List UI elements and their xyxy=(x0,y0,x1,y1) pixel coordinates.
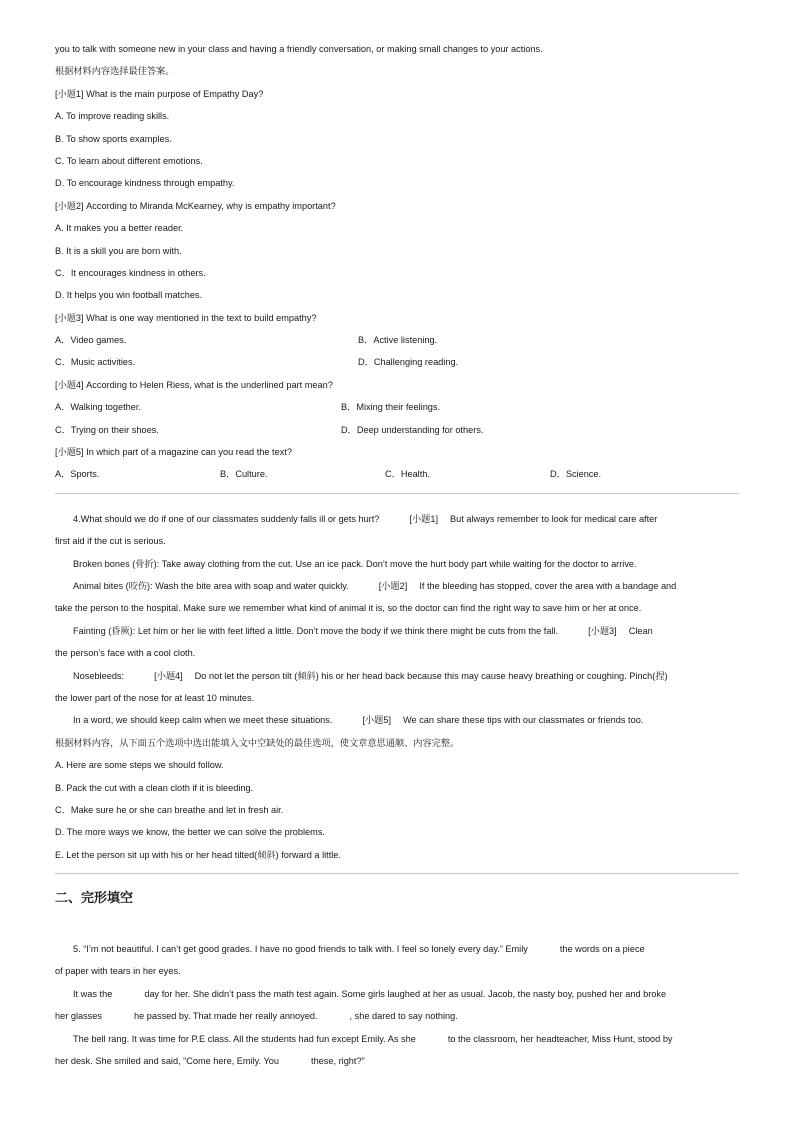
option-d: D. The more ways we know, the better we can solve the problems. xyxy=(55,827,325,838)
q5-options-row xyxy=(55,463,739,485)
q3-options-row-1 xyxy=(55,329,739,351)
passage-tail: you to talk with someone new in your class and having a friendly conversation, or making small changes to your actions. xyxy=(55,44,543,54)
cloze-line-5: The bell rang. It was time for P.E class. All the students had fun except Emily. As she to the classroom, her headteacher, Miss Hunt, stood by xyxy=(55,1028,739,1050)
cloze-blank xyxy=(322,1005,346,1027)
blank-ref-2: [小题2] xyxy=(355,575,414,597)
q1-option-d: D. To encourage kindness through empathy. xyxy=(55,178,235,189)
passage-4-nosebleeds: Nosebleeds: [小题4] Do not let the person tilt (倾斜) his or her head back because this may cause heavy breathing or coughing. Pinch(捏) xyxy=(55,665,739,687)
passage-4-line-5: take the person to the hospital. Make sure we remember what kind of animal it is, so the doctor can find the right way to save him or her at once. xyxy=(55,603,642,614)
option-e: E. Let the person sit up with his or her head tilted(倾斜) forward a little. xyxy=(55,849,341,860)
question-3-stem: [小题3] What is one way mentioned in the text to build empathy? xyxy=(55,312,317,323)
passage-4-fainting: Fainting (昏厥): Let him or her lie with feet lifted a little. Don’t move the body if we think there might be cuts from the fall. [小题3] Clean xyxy=(55,620,739,642)
q5-option-a: A．Sports. xyxy=(55,469,100,480)
option-c: C．Make sure he or she can breathe and let in fresh air. xyxy=(55,804,284,815)
question-2-stem: [小题2] According to Miranda McKearney, why is empathy important? xyxy=(55,200,336,211)
cloze-line-1: 5. “I’m not beautiful. I can’t get good grades. I have no good friends to talk with. I feel so lonely every day.” Emily the words on a piece xyxy=(55,938,739,960)
q1-option-a: A. To improve reading skills. xyxy=(55,111,170,122)
q2-option-d: D. It helps you win football matches. xyxy=(55,290,203,301)
section-title-cloze: 二、完形填空 xyxy=(55,891,134,907)
blank-ref-5: [小题5] xyxy=(338,709,397,731)
instruction-seven-choose-five: 根据材料内容，从下面五个选项中选出能填入文中空缺处的最佳选项，使文章意思通顺、内容完整。 xyxy=(55,737,460,748)
instruction-reading: 根据材料内容选择最佳答案。 xyxy=(55,66,175,77)
q4-options-row-2 xyxy=(55,419,739,441)
q4-option-a: A．Walking together. xyxy=(55,402,141,413)
option-a: A. Here are some steps we should follow. xyxy=(55,760,224,771)
q4-option-c: C．Trying on their shoes. xyxy=(55,424,159,435)
blank-ref-4: [小题4] xyxy=(130,665,189,687)
q2-option-a: A. It makes you a better reader. xyxy=(55,223,184,234)
cloze-line-4: her glasses he passed by. That made her really annoyed. , she dared to say nothing. xyxy=(55,1005,739,1027)
question-5-stem: [小题5] In which part of a magazine can you read the text? xyxy=(55,447,292,458)
q5-option-c: C．Health. xyxy=(385,469,430,480)
cloze-blank xyxy=(420,1028,444,1050)
q4-option-b: B．Mixing their feelings. xyxy=(341,402,441,413)
q3-options-row-2 xyxy=(55,351,739,373)
passage-4-animal-bites: Animal bites (咬伤): Wash the bite area with soap and water quickly. [小题2] If the bleeding has stopped, cover the area with a bandage and xyxy=(55,575,739,597)
q3-option-a: A．Video games. xyxy=(55,335,127,346)
document-page xyxy=(55,38,739,1072)
question-1-stem: [小题1] What is the main purpose of Empathy Day? xyxy=(55,88,264,99)
cloze-line-2: of paper with tears in her eyes. xyxy=(55,966,181,977)
section-divider-2 xyxy=(55,873,739,874)
cloze-blank xyxy=(283,1050,307,1072)
passage-4-broken-bones: Broken bones (骨折): Take away clothing from the cut. Use an ice pack. Don’t move the hurt body part while waiting for the doctor to arrive. xyxy=(73,558,637,569)
cloze-blank xyxy=(532,938,556,960)
blank-ref-1: [小题1] xyxy=(385,508,444,530)
section-divider xyxy=(55,493,739,494)
q1-option-c: C. To learn about different emotions. xyxy=(55,155,203,166)
q3-option-d: D．Challenging reading. xyxy=(358,357,459,368)
passage-4-line-9: the lower part of the nose for at least 10 minutes. xyxy=(55,692,255,703)
passage-4-line-1: 4.What should we do if one of our classmates suddenly falls ill or gets hurt? [小题1] But always remember to look for medical care after xyxy=(55,508,739,530)
cloze-blank xyxy=(106,1005,130,1027)
q1-option-b: B. To show sports examples. xyxy=(55,133,172,144)
q5-option-d: D．Science. xyxy=(550,469,602,480)
passage-4-conclusion: In a word, we should keep calm when we meet these situations. [小题5] We can share these tips with our classmates or friends too. xyxy=(55,709,739,731)
q3-option-b: B．Active listening. xyxy=(358,335,438,346)
passage-4-line-7: the person’s face with a cool cloth. xyxy=(55,648,196,659)
cloze-line-6: her desk. She smiled and said, “Come here, Emily. You these, right?” xyxy=(55,1050,739,1072)
blank-ref-3: [小题3] xyxy=(564,620,623,642)
passage-4-line-2: first aid if the cut is serious. xyxy=(55,536,166,547)
q3-option-c: C．Music activities. xyxy=(55,357,136,368)
q4-options-row-1 xyxy=(55,396,739,418)
cloze-line-3: It was the day for her. She didn’t pass the math test again. Some girls laughed at her as usual. Jacob, the nasty boy, pushed her and broke xyxy=(55,983,739,1005)
question-4-stem: [小题4] According to Helen Riess, what is the underlined part mean? xyxy=(55,379,333,390)
q2-option-c: C．It encourages kindness in others. xyxy=(55,267,206,278)
cloze-blank xyxy=(116,983,140,1005)
option-b: B. Pack the cut with a clean cloth if it is bleeding. xyxy=(55,782,254,793)
q2-option-b: B. It is a skill you are born with. xyxy=(55,245,182,256)
q5-option-b: B．Culture. xyxy=(220,469,268,480)
q4-option-d: D．Deep understanding for others. xyxy=(341,424,484,435)
